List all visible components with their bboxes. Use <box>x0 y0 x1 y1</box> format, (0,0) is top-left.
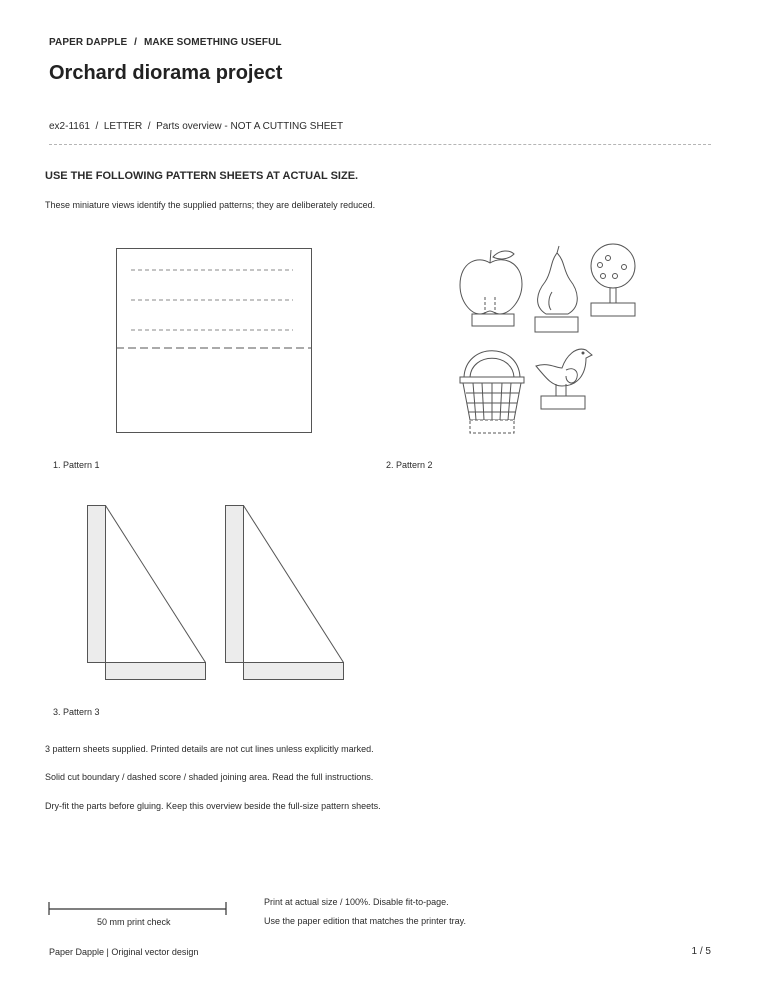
footer-credit: Paper Dapple | Original vector design <box>49 947 199 957</box>
triangle-stand-right <box>226 506 344 680</box>
basket-figure <box>460 351 524 433</box>
page-number: 1 / 5 <box>691 946 711 957</box>
card-outline <box>117 249 312 433</box>
tree-figure <box>591 244 635 316</box>
glue-tab <box>244 663 344 680</box>
instruction-heading: USE THE FOLLOWING PATTERN SHEETS AT ACTUAL SIZE. <box>45 170 359 182</box>
document-meta: ex2-1161 / LETTER / Parts overview - NOT A CUTTING SHEET <box>49 121 344 132</box>
apple-figure <box>460 250 522 326</box>
brand-separator: / <box>134 37 138 48</box>
glue-tab <box>88 506 106 663</box>
body-line-1: 3 pattern sheets supplied. Printed details are not cut lines unless explicitly marked. <box>45 744 374 754</box>
brand-tagline: MAKE SOMETHING USEFUL <box>143 37 282 48</box>
pattern-3-caption: 3. Pattern 3 <box>53 707 100 717</box>
pattern-1-preview <box>116 248 312 434</box>
brand-line <box>49 37 282 48</box>
fruit-tree-bird-figures-icon <box>460 244 635 433</box>
pattern-2-preview <box>455 244 641 436</box>
bird-figure <box>536 349 592 409</box>
scale-bar <box>48 900 228 916</box>
glue-tab <box>106 663 206 680</box>
pear-figure <box>535 246 578 332</box>
print-instruction-1: Print at actual size / 100%. Disable fit-to-page. <box>264 897 449 907</box>
triangle-stand-pattern-icon <box>88 506 344 680</box>
pattern-2-caption: 2. Pattern 2 <box>386 460 433 470</box>
page-title: Orchard diorama project <box>49 62 283 84</box>
pattern-3-preview <box>86 504 346 682</box>
header-divider <box>49 144 711 145</box>
brand-name: PAPER DAPPLE <box>49 37 128 48</box>
glue-tab <box>226 506 244 663</box>
pattern-1-caption: 1. Pattern 1 <box>53 460 100 470</box>
scale-bar-label: 50 mm print check <box>97 917 171 927</box>
card-pattern-icon <box>116 249 312 433</box>
body-line-3: Dry-fit the parts before gluing. Keep this overview beside the full-size pattern sheets. <box>45 801 381 811</box>
reduced-note: These miniature views identify the supplied patterns; they are deliberately reduced. <box>45 200 376 210</box>
print-instruction-2: Use the paper edition that matches the printer tray. <box>264 916 466 926</box>
body-line-2: Solid cut boundary / dashed score / shaded joining area. Read the full instructions. <box>45 772 374 782</box>
triangle-stand-left <box>88 506 206 680</box>
